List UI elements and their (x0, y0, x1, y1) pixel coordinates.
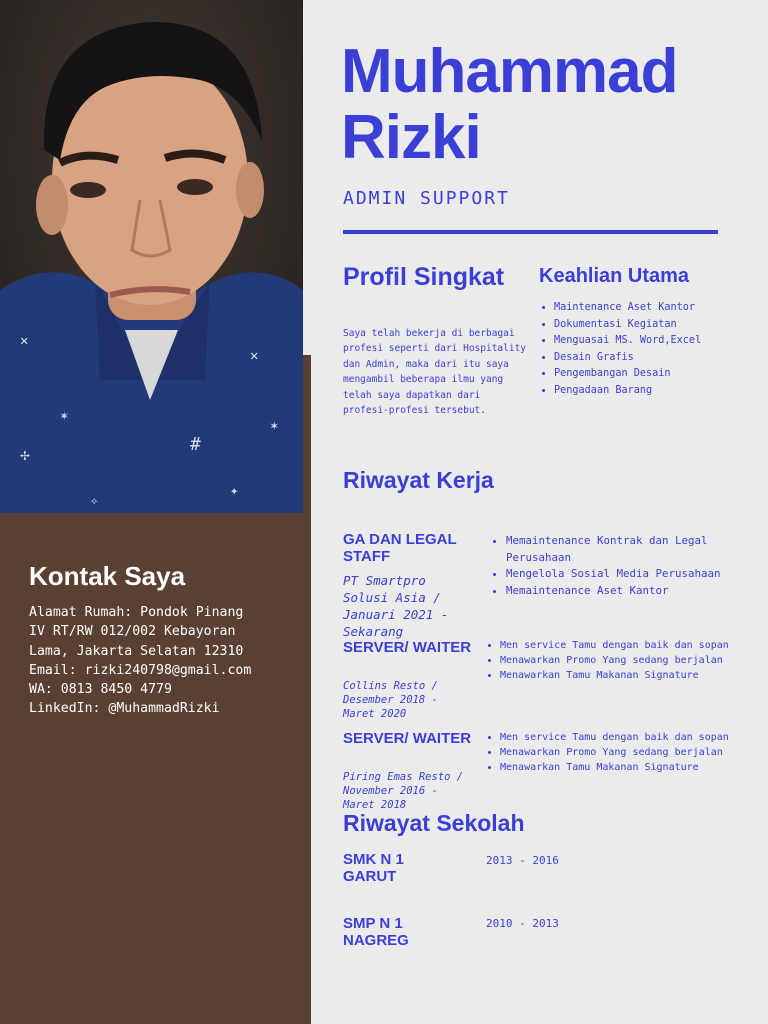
svg-text:✢: ✢ (20, 445, 30, 464)
job-title: SERVER/ WAITER (343, 730, 472, 747)
svg-text:✕: ✕ (20, 333, 29, 349)
job-meta: Piring Emas Resto / November 2016 - Maret 2018 (343, 771, 464, 811)
profile-photo (0, 0, 303, 513)
contact-list (29, 603, 251, 719)
contact-address-2: IV RT/RW 012/002 Kebayoran (29, 624, 236, 640)
duty-item: • Menawarkan Promo Yang sedang berjalan (500, 654, 730, 669)
panel-accent (303, 355, 311, 513)
svg-text:✦: ✦ (230, 483, 239, 499)
contact-email[interactable]: Email: rizki240798@gmail.com (29, 662, 252, 678)
skill-item: • Menguasai MS. Word,Excel (554, 333, 759, 350)
education-heading: Riwayat Sekolah (343, 810, 525, 836)
duty-item: • Menawarkan Promo Yang sedang berjalan (500, 746, 730, 761)
duty-item: • Menawarkan Tamu Makanan Signature (500, 669, 730, 684)
profile-heading: Profil Singkat (343, 263, 505, 291)
job-title: GA DAN LEGAL STAFF (343, 531, 457, 565)
contact-address-1: Alamat Rumah: Pondok Pinang (29, 605, 244, 620)
school-name: SMK N 1 GARUT (343, 851, 404, 885)
job-meta: PT Smartpro Solusi Asia / Januari 2021 - Sekarang (343, 573, 449, 639)
duty-item: • Menawarkan Tamu Makanan Signature (500, 761, 730, 776)
job-title: SERVER/ WAITER (343, 639, 472, 656)
name-last: Rizki (341, 103, 481, 172)
school-name: SMP N 1 NAGREG (343, 915, 409, 949)
school-years: 2010 - 2013 (486, 917, 559, 930)
contact-heading: Kontak Saya (29, 561, 186, 591)
skill-item: • Desain Grafis (554, 350, 759, 367)
svg-text:✧: ✧ (90, 493, 99, 509)
person-photo-illustration (0, 0, 303, 513)
name-first: Muhammad (341, 37, 678, 106)
svg-text:✶: ✶ (60, 408, 69, 424)
job-duties (485, 731, 730, 775)
svg-text:✕: ✕ (250, 348, 259, 364)
skill-item: • Dokumentasi Kegiatan (554, 317, 759, 334)
job-duties (485, 639, 730, 683)
duty-item: • Memaintenance Aset Kantor (506, 583, 741, 600)
school-years: 2013 - 2016 (486, 854, 559, 867)
duty-item: • Men service Tamu dengan baik dan sopan (500, 639, 730, 654)
skill-item: • Pengembangan Desain (554, 366, 759, 383)
duty-item: • Men service Tamu dengan baik dan sopan (500, 731, 730, 746)
duty-item: • Mengelola Sosial Media Perusahaan (506, 566, 741, 583)
contact-linkedin[interactable]: LinkedIn: @MuhammadRizki (29, 701, 220, 717)
skills-list (539, 300, 759, 399)
contact-address-3: Lama, Jakarta Selatan 12310 (29, 643, 244, 659)
skill-item: • Maintenance Aset Kantor (554, 300, 759, 317)
header-divider (343, 230, 718, 234)
skills-heading: Keahlian Utama (539, 265, 690, 287)
skill-item: • Pengadaan Barang (554, 383, 759, 400)
svg-text:✶: ✶ (270, 418, 279, 434)
duty-item: • Memaintenance Kontrak dan Legal Perusahaan (506, 533, 741, 566)
work-heading: Riwayat Kerja (343, 467, 494, 493)
svg-text:#: # (190, 434, 201, 455)
profile-text: Saya telah bekerja di berbagai profesi seperti dari Hospitality dan Admin, maka dari itu saya mengambil beberapa ilmu yang telah saya dapatkan dari profesi-profesi tersebut. (343, 328, 527, 417)
job-role: ADMIN SUPPORT (343, 188, 510, 209)
contact-phone[interactable]: WA: 0813 8450 4779 (29, 682, 172, 698)
job-duties (491, 533, 741, 599)
job-meta: Collins Resto / Desember 2018 - Maret 2020 (343, 680, 438, 720)
